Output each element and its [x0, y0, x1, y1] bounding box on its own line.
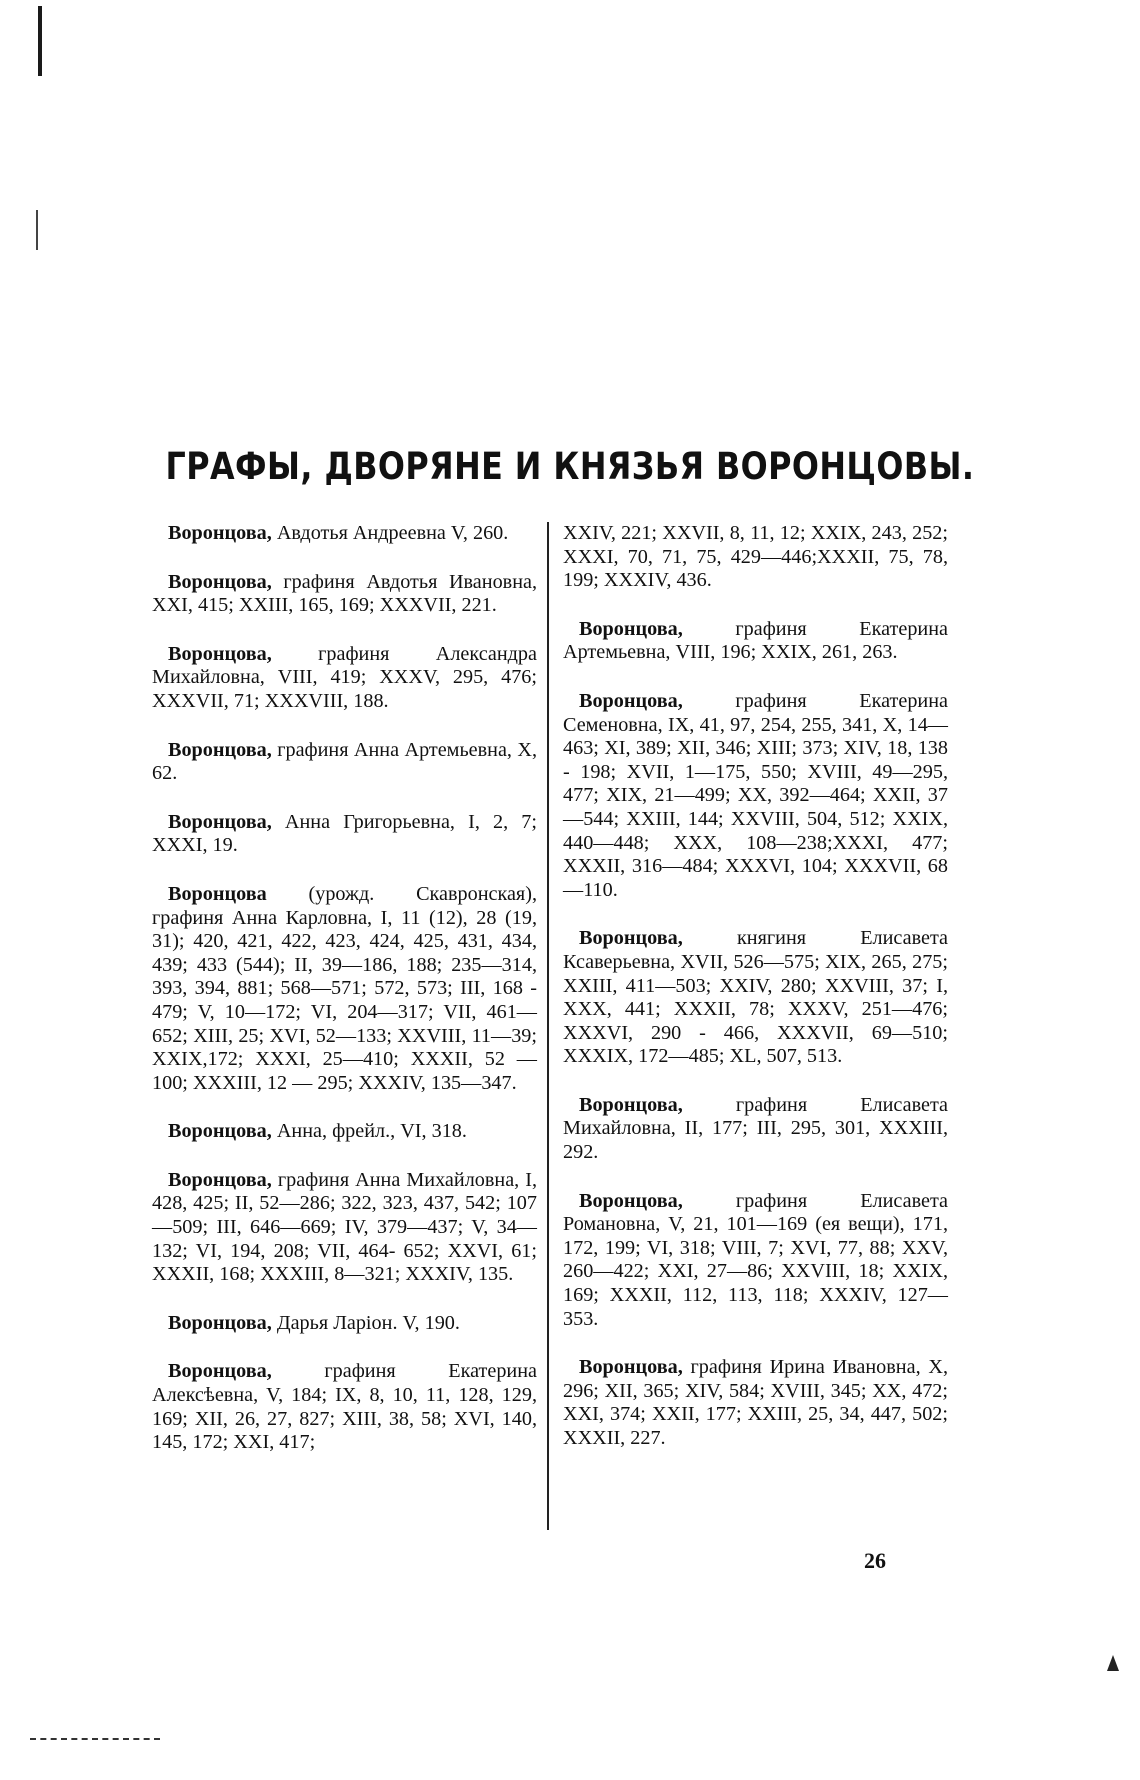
entry-text: Дарья Ларіон. V, 190.	[276, 1311, 460, 1334]
left-column	[152, 522, 537, 1480]
scan-edge-mark	[38, 6, 42, 76]
entry-name: Воронцова,	[579, 689, 683, 712]
index-entry	[563, 618, 948, 665]
entry-name: Воронцова,	[579, 1356, 683, 1379]
index-entry	[152, 522, 537, 546]
entry-name: Воронцова,	[168, 570, 272, 593]
entry-text: княгиня Елисавета Ксаверьевна, XVII, 526—575; XIX, 265, 275; XXIII, 411—503; XXIV, 280; XXVIII, 37; I, XXX, 441; XXXII, 78; XXXV, 251—476; XXXVI, 290 - 466, XXXVII, 69—510; XXXIX, 172—485; XL, 507, 513.	[563, 927, 948, 1068]
entry-name: Воронцова,	[579, 617, 683, 640]
index-entry	[152, 1120, 537, 1144]
entry-name: Воронцова,	[579, 1189, 683, 1212]
entry-text: Анна Григорьевна, I, 2, 7; XXXI, 19.	[152, 810, 537, 857]
index-entry	[563, 1356, 948, 1450]
scan-edge-mark	[36, 210, 38, 250]
index-entry	[563, 690, 948, 902]
entry-text: графиня Авдотья Ивановна, XXI, 415; XXIII, 165, 169; XXXVII, 221.	[152, 570, 538, 617]
column-divider	[547, 522, 549, 1530]
entry-text: графиня Александра Михайловна, VIII, 419; XXXV, 295, 476; XXXVII, 71; XXXVIII, 188.	[152, 642, 537, 712]
entry-text: графиня Анна Артемьевна, X, 62.	[152, 738, 537, 785]
page-number: 26	[864, 1548, 886, 1573]
entry-text: графиня Екатерина Артемьевна, VIII, 196; XXIX, 261, 263.	[563, 617, 948, 664]
index-entry	[563, 1190, 948, 1332]
index-entry	[152, 571, 537, 618]
page-title: ГРАФЫ, ДВОРЯНЕ И КНЯЗЬЯ ВОРОНЦОВЫ.	[165, 445, 975, 488]
index-entry	[152, 811, 537, 858]
entry-text: графиня Елисавета Романовна, V, 21, 101—169 (ея вещи), 171, 172, 199; VI, 318; VIII, 7; XVI, 77, 88; XXV, 260—422; XXI, 27—86; XXVIII, 18; XXIX, 169; XXXII, 112, 113, 118; XXXIV, 127—353.	[563, 1189, 948, 1330]
entry-name: Воронцова,	[168, 810, 272, 833]
index-entry	[152, 739, 537, 786]
index-entry	[152, 1169, 537, 1287]
index-entry	[152, 643, 537, 714]
entry-name: Воронцова,	[168, 1360, 272, 1383]
entry-text: графиня Екатерина Семеновна, IX, 41, 97, 254, 255, 341, X, 14—463; XI, 389; XII, 346; XIII; 373; XIV, 18, 138 - 198; XVII, 1—175, 550; XVIII, 49—295, 477; XIX, 21—499; XX, 392—464; XXII, 37—544; XXIII, 144; XXVIII, 504, 512; XXIX, 440—448; XXX, 108—238;XXXI, 477; XXXII, 316—484; XXXVI, 104; XXXVII, 68—110.	[563, 689, 948, 901]
entry-text: Авдотья Андреевна V, 260.	[276, 522, 509, 544]
entry-text: графиня Ирина Ивановна, X, 296; XII, 365; XIV, 584; XVIII, 345; XX, 472; XXI, 374; XXII, 177; XXIII, 25, 34, 447, 502; XXXII, 227.	[563, 1356, 948, 1449]
entry-name: Воронцова,	[168, 1311, 272, 1334]
entry-text: XXIV, 221; XXVII, 8, 11, 12; XXIX, 243, 252; XXXI, 70, 71, 75, 429—446;XXXII, 75, 78, 199; XXXIV, 436.	[563, 522, 948, 592]
index-entry	[152, 1360, 537, 1454]
index-entry	[152, 1312, 537, 1336]
index-entry	[152, 883, 537, 1095]
entry-text: Анна, фрейл., VI, 318.	[276, 1120, 467, 1143]
entry-name: Воронцова,	[168, 1168, 272, 1191]
index-entry	[563, 1094, 948, 1165]
entry-name: Воронцова,	[168, 642, 272, 665]
entry-name: Воронцова,	[168, 738, 272, 761]
entry-name: Воронцова,	[168, 522, 272, 544]
entry-name: Воронцова	[168, 882, 267, 905]
entry-text: графиня Елисавета Михайловна, II, 177; III, 295, 301, XXXIII, 292.	[563, 1093, 948, 1164]
entry-name: Воронцова,	[168, 1120, 272, 1143]
entry-name: Воронцова,	[579, 927, 683, 950]
entry-name: Воронцова,	[579, 1093, 683, 1116]
entry-text: графиня Екатерина Алексѣевна, V, 184; IX, 8, 10, 11, 128, 129, 169; XII, 26, 27, 827; XIII, 38, 58; XVI, 140, 145, 172; XXI, 417;	[152, 1360, 537, 1454]
entry-text: (урожд. Скавронская), графиня Анна Карловна, I, 11 (12), 28 (19, 31); 420, 421, 422, 423, 424, 425, 431, 434, 439; 433 (544); II, 39—186, 188; 235—314, 393, 394, 881; 568—571; 572, 573; III, 168 - 479; V, 10—172; VI, 204—317; VII, 461—652; XIII, 25; XVI, 52—133; XXVIII, 11—39; XXIX,172; XXXI, 25—410; XXXII, 52 — 100; XXXIII, 12 — 295; XXXIV, 135—347.	[152, 882, 537, 1094]
entry-text: графиня Анна Михайловна, I, 428, 425; II, 52—286; 322, 323, 437, 542; 107—509; III, 646—669; IV, 379—437; V, 34—132; VI, 194, 208; VII, 464- 652; XXVI, 61; XXXII, 168; XXXIII, 8—321; XXXIV, 135.	[152, 1168, 538, 1286]
index-entry	[563, 927, 948, 1069]
scan-edge-mark	[30, 1738, 160, 1740]
right-column	[563, 522, 948, 1476]
index-entry-continuation	[563, 522, 948, 593]
scan-edge-mark	[1107, 1655, 1119, 1671]
